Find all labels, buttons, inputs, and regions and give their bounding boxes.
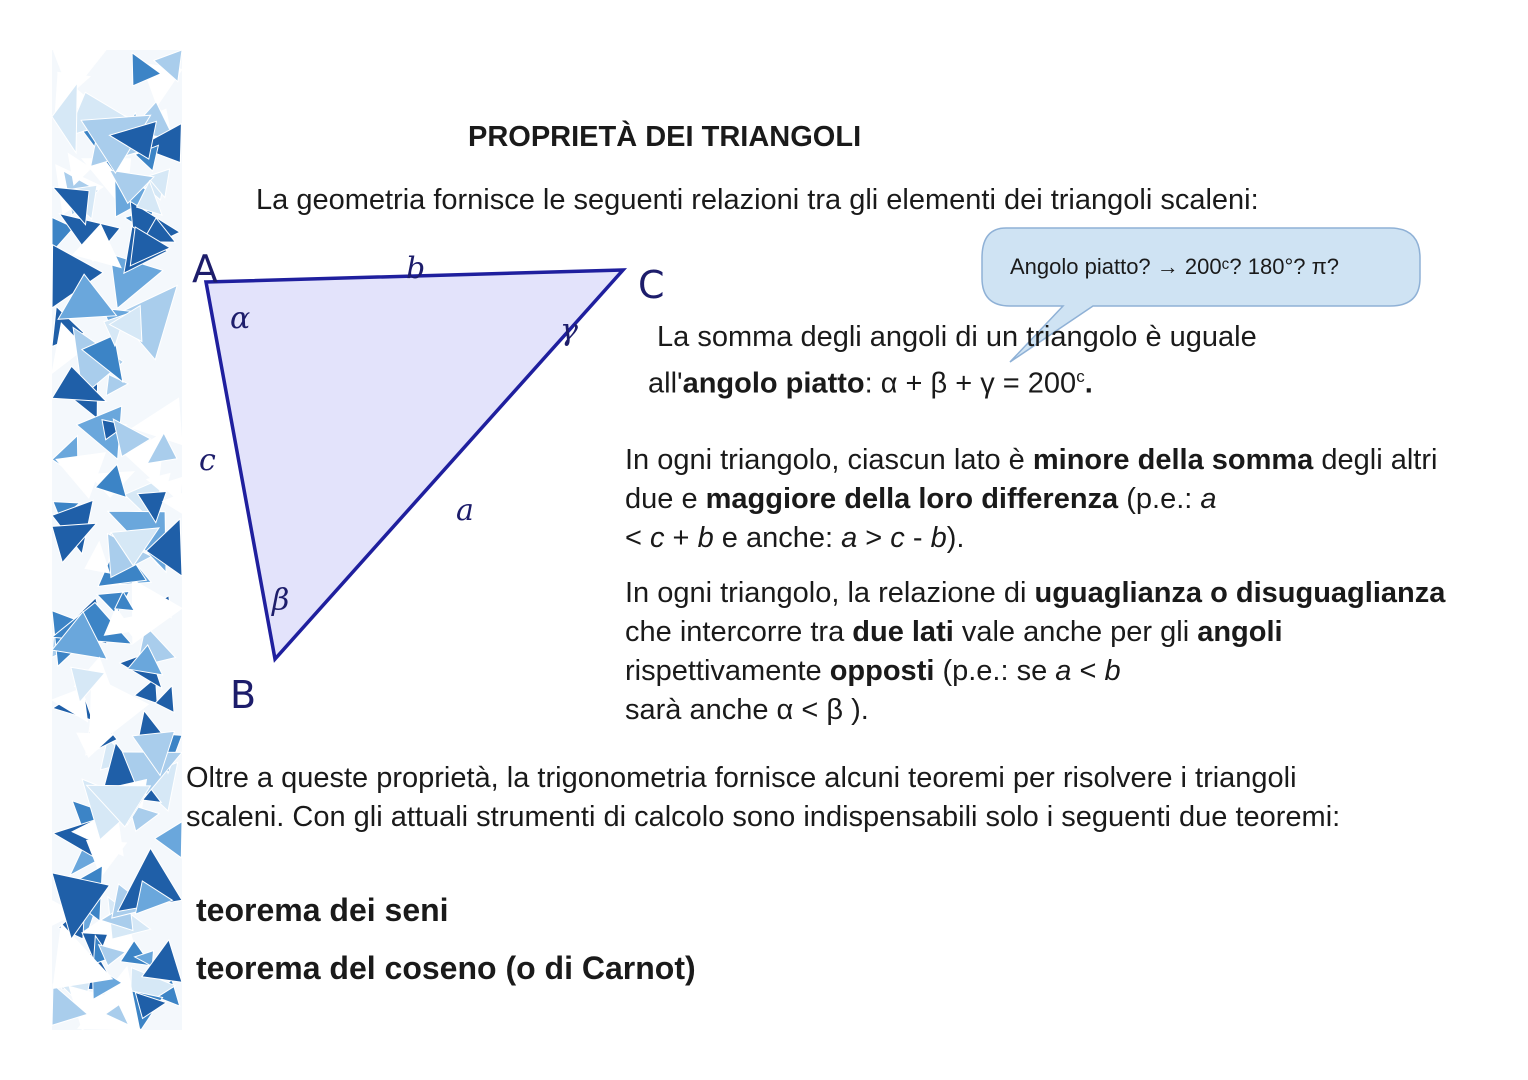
text-segment: rispettivamente <box>625 655 830 687</box>
side-a-label: a <box>456 493 474 528</box>
italic-var: b <box>1104 655 1121 687</box>
text-segment: degli altri due e <box>625 444 1438 515</box>
text-segment: . <box>1084 367 1093 400</box>
text-segment: In ogni triangolo, ciascun lato è <box>625 444 1033 476</box>
italic-var: a <box>1055 655 1072 687</box>
text-segment: che intercorre tra <box>625 616 853 648</box>
text-segment: In ogni triangolo, la relazione di <box>625 577 1035 609</box>
angle-beta-label: β <box>272 583 290 618</box>
text-segment: - <box>904 522 931 554</box>
triangle-diagram <box>180 240 700 720</box>
bold-term: uguaglianza o disuguaglianza <box>1034 577 1446 609</box>
theorem-sines: teorema dei seni <box>196 892 449 928</box>
angle-gamma-label: γ <box>560 313 578 348</box>
text-segment: (p.e.: se <box>934 655 1056 687</box>
text-segment: < <box>625 522 650 554</box>
italic-var: a <box>841 522 858 554</box>
text-segment: sarà anche α < β ). <box>625 694 869 726</box>
bold-term: maggiore della loro differenza <box>705 483 1119 515</box>
superscript: c <box>1076 367 1085 386</box>
bold-term: opposti <box>829 655 935 687</box>
italic-var: c <box>890 522 905 554</box>
text-segment: e anche: <box>713 522 842 554</box>
text-segment: ). <box>946 522 965 554</box>
text-segment: all' <box>648 367 683 400</box>
vertex-a-label: A <box>192 247 218 291</box>
bold-term: angoli <box>1197 616 1283 648</box>
triangle-inequality-paragraph <box>625 441 1465 558</box>
callout-text: Angolo piatto? → 200ᶜ? 180°? π? <box>1010 254 1340 279</box>
side-b-label: b <box>406 251 426 286</box>
text-segment: La somma degli angoli di un triangolo è uguale <box>657 321 1257 353</box>
side-angle-relation-paragraph <box>625 574 1465 730</box>
vertex-c-label: C <box>638 263 665 307</box>
text-segment: : α + β + γ = 200 <box>864 367 1077 400</box>
text-segment: vale anche per gli <box>953 616 1198 648</box>
vertex-b-label: B <box>230 673 257 717</box>
page-title: PROPRIETÀ DEI TRIANGOLI <box>468 121 862 153</box>
text-segment: (p.e.: <box>1118 483 1201 515</box>
trigonometry-paragraph: Oltre a queste proprietà, la trigonometria fornisce alcuni teoremi per risolvere i triangoli scaleni. Con gli attuali strumenti di calcolo sono indispensabili solo i seguenti due teoremi: <box>186 762 1341 833</box>
italic-var: b <box>930 522 947 554</box>
bold-term: angolo piatto <box>682 367 865 400</box>
bold-term: due lati <box>852 616 954 648</box>
subtitle: La geometria fornisce le seguenti relazioni tra gli elementi dei triangoli scaleni: <box>256 184 1259 216</box>
text-segment: < <box>1071 655 1105 687</box>
angle-sum-paragraph <box>648 318 1368 404</box>
italic-var: a <box>1200 483 1217 515</box>
theorem-cosine: teorema del coseno (o di Carnot) <box>196 950 696 986</box>
italic-var: c <box>650 522 665 554</box>
side-c-label: c <box>199 443 216 478</box>
decorative-triangle-border <box>52 50 182 1030</box>
text-segment: > <box>857 522 891 554</box>
angle-alpha-label: α <box>230 301 251 336</box>
italic-var: b <box>697 522 714 554</box>
text-segment: + <box>664 522 698 554</box>
bold-term: minore della somma <box>1032 444 1314 476</box>
